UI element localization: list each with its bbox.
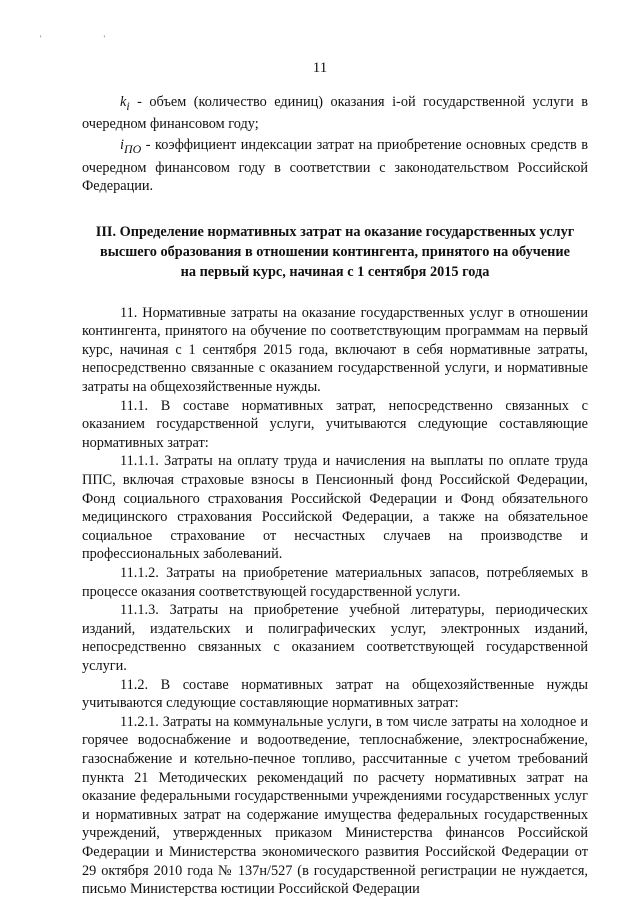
document-body xyxy=(82,93,588,899)
scan-specks: ' ' xyxy=(40,34,135,43)
paragraph-11-1-2: 11.1.2. Затраты на приобретение материальных запасов, потребляемых в процессе оказания соответствующей государственной услуги. xyxy=(82,565,588,600)
section-heading xyxy=(82,222,588,282)
variable-subscript: i xyxy=(126,98,130,113)
definition-text: - коэффициент индексации затрат на приобретение основных средств в очередном финансовом году в соответствии с законодательством Российской Федерации. xyxy=(82,137,588,195)
variable-symbol: i xyxy=(120,137,124,154)
definition-text: - объем (количество единиц) оказания i-ой государственной услуги в очередном финансовом году; xyxy=(82,94,588,133)
page-number: 11 xyxy=(312,60,328,76)
variable-symbol: k xyxy=(120,94,127,110)
heading-line: высшего образования в отношении контингента, принятого на обучение xyxy=(99,243,571,260)
variable-subscript: ПО xyxy=(123,141,142,156)
paragraph-11: 11. Нормативные затраты на оказание государственных услуг в отношении контингента, принятого на обучение по соответствующим программам на первый курс, начиная с 1 сентября 2015 года, включают в себя нормативные затраты, непосредственно связанные с оказанием государственной услуги, и нормативные затраты на общехозяйственные нужды. xyxy=(82,304,588,396)
paragraph-11-1-3: 11.1.3. Затраты на приобретение учебной литературы, периодических изданий, издательских и полиграфических услуг, электронных изданий, непосредственно связанных с оказанием соответствующей государственной услуги. xyxy=(82,602,588,674)
heading-line: III. Определение нормативных затрат на оказание государственных услуг xyxy=(95,223,575,240)
definition-ipo xyxy=(82,136,588,196)
heading-line: на первый курс, начиная с 1 сентября 2015 года xyxy=(180,263,490,280)
paragraph-11-1-1: 11.1.1. Затраты на оплату труда и начисления на выплаты по оплате труда ППС, включая страховые взносы в Пенсионный фонд Российской Федерации, Фонд социального страхования Российской Федерации и Фонд обязательного медицинского страхования Российской Федерации, а также на обязательное социальное страхование от несчастных случаев на производстве и профессиональных заболеваний. xyxy=(82,453,588,563)
paragraph-11-2: 11.2. В составе нормативных затрат на общехозяйственные нужды учитываются следующие составляющие нормативных затрат: xyxy=(82,676,588,712)
paragraph-11-1: 11.1. В составе нормативных затрат, непосредственно связанных с оказанием государственной услуги, учитываются следующие составляющие нормативных затрат: xyxy=(82,397,588,451)
definition-k xyxy=(82,93,588,134)
paragraph-11-2-1: 11.2.1. Затраты на коммунальные услуги, в том числе затраты на холодное и горячее водоснабжение и водоотведение, теплоснабжение, электроснабжение, газоснабжение и котельно-печное топливо, рассчитанные с учетом требований пункта 21 Методических рекомендаций по расчету нормативных затрат на оказание федеральными государственными учреждениями государственных услуг и нормативных затрат на содержание имущества федеральных государственных учреждений, утвержденных приказом Министерства финансов Российской Федерации и Министерства экономического развития Российской Федерации от 29 октября 2010 года № 137н/527 (в государственной регистрации не нуждается, письмо Министерства юстиции Российской Федерации xyxy=(82,713,588,898)
